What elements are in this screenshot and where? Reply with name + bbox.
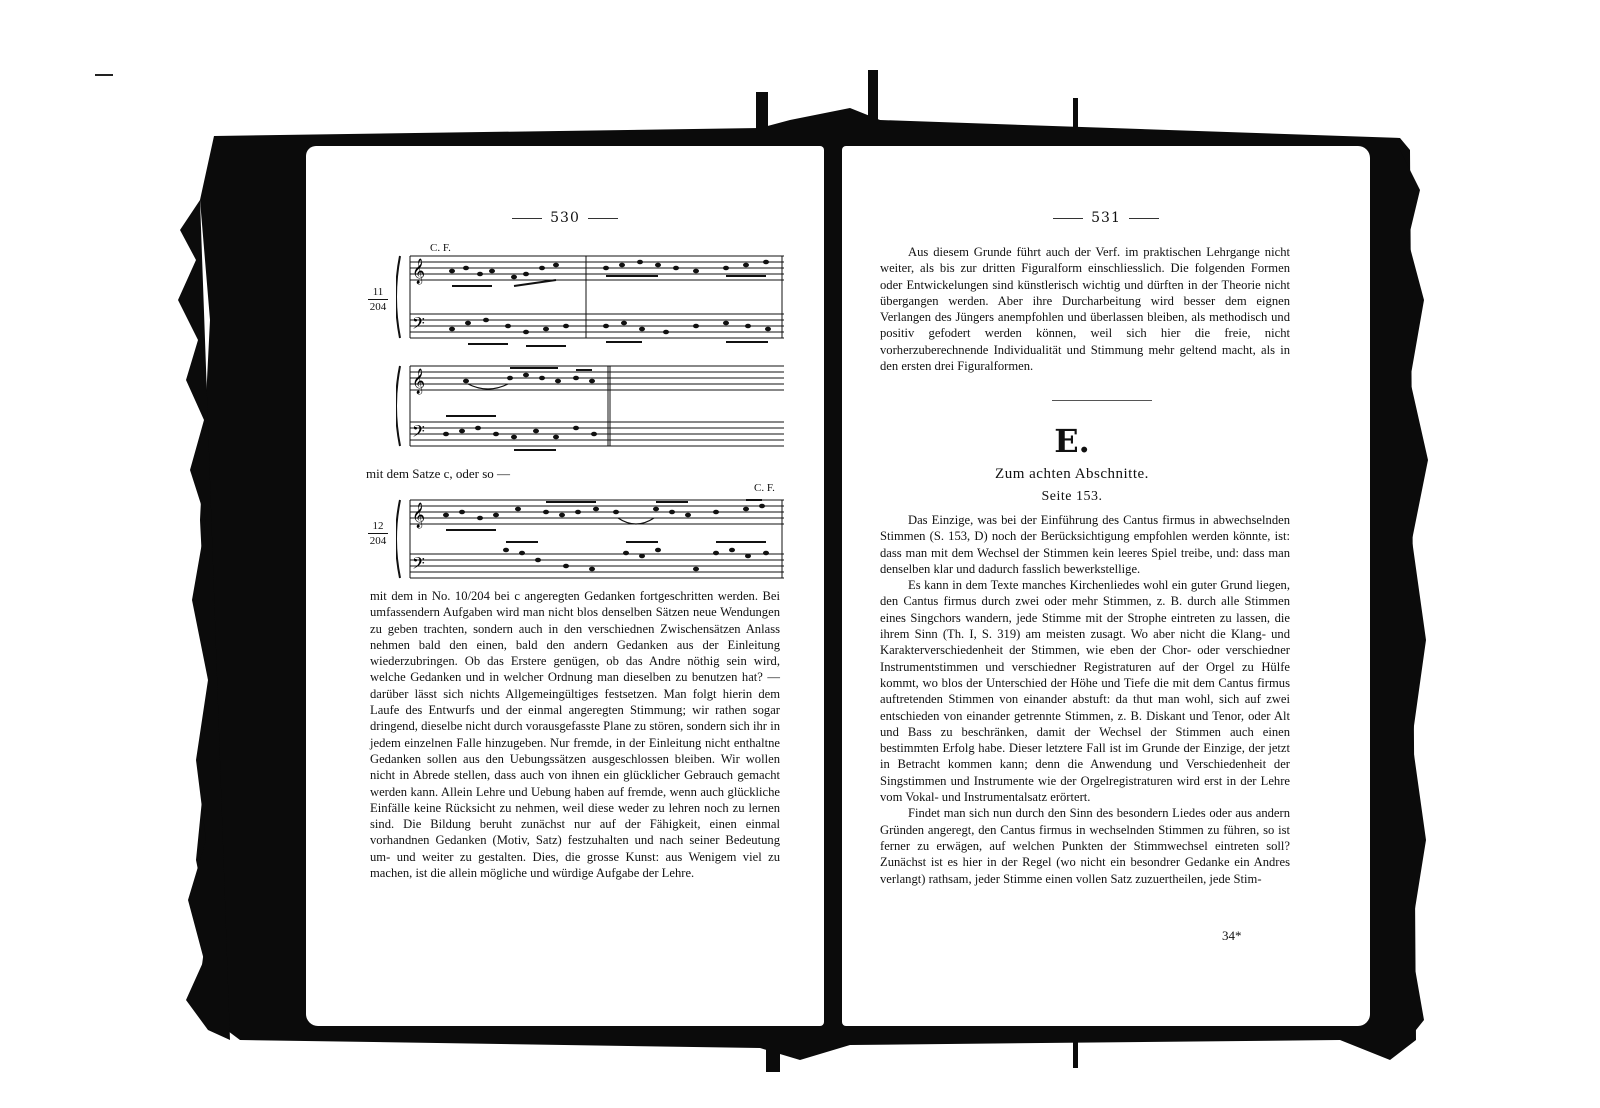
music-score-continuation — [396, 356, 786, 456]
music-score-example-12 — [396, 490, 786, 588]
section-title: Zum achten Abschnitte. — [995, 466, 1149, 482]
paragraph: Findet man sich nun durch den Sinn des besondern Liedes oder aus andern Gründen angeregt, den Cantus firmus in wechselnden Stimmen zu führen, so ist ferner zu erwägen, auf welchen Punkten der Stimmwechsel eintreten soll? Zunächst ist es hier in der Regel (wo nicht ein besondrer Gedanke ein Andres verlangt) rathsam, jeder Stimme einen vollen Satz zuzuertheilen, jede Stim- — [880, 806, 1290, 886]
cf-label-12: C. F. — [754, 482, 775, 494]
example-number-11: 11 204 — [369, 286, 387, 313]
paragraph: Aus diesem Grunde führt auch der Verf. im praktischen Lehrgange nicht weiter, als bis zur dritten Figuralform einschliesslich. Die folgenden Formen oder Entwickelungen sind künstlerisch wichtig und dürften in der Theorie nicht übergangen werden. Aber ihre Durcharbeitung wird besser dem eignen Verlangen des Jüngers anempfohlen und überlassen bleiben, als methodisch und positiv gefodert werden können, weil sich hier die freie, nicht vorherzuberechnende Individualität und Stimmung mehr geltend macht, als in den ersten drei Figuralformen. — [880, 245, 1290, 374]
svg-text:𝄢: 𝄢 — [412, 553, 425, 577]
svg-text:𝄞: 𝄞 — [412, 259, 426, 284]
caption-with-satz-c: mit dem Satze c, oder so — — [366, 466, 511, 481]
page-number-right: 531 — [842, 210, 1370, 226]
svg-text:𝄞: 𝄞 — [412, 503, 426, 528]
svg-text:𝄢: 𝄢 — [412, 421, 425, 445]
svg-text:𝄢: 𝄢 — [412, 313, 425, 337]
paragraph: Das Einzige, was bei der Einführung des Cantus firmus in abwechselnden Stimmen (S. 153, D) noch der Berücksichtigung empfohlen werden könnte, ist: dass man mit dem Wechsel der Stimmen kein leeres Spiel treibe, und: dass man denselben klar und dadurch fasslich bewerkstellige. — [880, 513, 1290, 576]
cf-label-11: C. F. — [430, 242, 451, 254]
left-page — [306, 146, 824, 1026]
signature-mark: 34* — [1222, 928, 1242, 943]
right-page-body-text — [880, 512, 1290, 887]
paragraph: Es kann in dem Texte manches Kirchenliedes wohl ein guter Grund liegen, den Cantus firmus durch zwei oder mehr Stimmen, z. B. durch alle Stimmen eines Singchors wandern, jede Stimme mit der Strophe eintreten zu lassen, die ihrem Sinn (Th. I, S. 319) am meisten zusagt. Wo aber nicht die Klang- und Karakterverschiedenheit der Stimmen, wie eben der Chor- oder verschiedner Instrumentstimmen und verschiedner Registraturen auf der Orgel zu Hülfe kommt, wo blos der Unterschied der Höhe und Tiefe die mit dem Cantus firmus auftretenden Stimmen von einander abstuft: da thut man wohl, sich auf zwei entschieden von einander getrennte Stimmen, z. B. Diskant und Tenor, oder Alt und Bass zu beschränken, damit der Wechsel der Stimmen auch einen bestimmten Erfolg habe. Dieser letztere Fall ist im Grunde der Einzige, der jetzt in Betracht kommen kann; denn die Anwendung und Verschiedenheit der Singstimmen und Instrumente wie der Orgelregistraturen wird erst in der Lehre vom Vokal- und Instrumentalsatz erörtert. — [880, 578, 1290, 805]
left-page-body-text — [370, 588, 780, 881]
example-number-12: 12 204 — [369, 520, 387, 547]
page-number-left: 530 — [306, 210, 824, 226]
svg-text:𝄞: 𝄞 — [412, 369, 426, 394]
section-letter: E. — [1054, 422, 1090, 460]
music-score-example-11 — [396, 250, 786, 350]
paragraph: mit dem in No. 10/204 bei c angeregten Gedanken fortgeschritten werden. Bei umfassendern Aufgaben wird man nicht blos denselben Sätzen neue Wendungen zu geben trachten, sondern auch in den verschiednen Zwischensätzen Anlass nehmen bald den einen, bald den andern Gedanken aus der Einleitung wiederzubringen. Ob das Erstere genügen, ob das Andre nöthig sein wird, welche Gedanken und in welcher Ordnung man dieselben zu benutzen hat? — darüber lässt sich nichts Allgemeingültiges festsetzen. Man folgt hierin dem Laufe des Entwurfs und der einmal angeregten Stimmung; wir rathen sogar dringend, dieselbe nicht durch vorausgefasste Plane zu stören, sondern sich ihr in jedem einzelnen Falle hinzugeben. Nur fremde, in der Einleitung nicht enthaltne Gedanken sollen aus den Uebungssätzen ausgeschlossen bleiben. Wir wollen nicht in Abrede stellen, dass auch von ihnen ein glücklicher Gebrauch gemacht werden kann. Allein Lehre und Uebung haben auf fremde, wenn auch glückliche Einfälle keine Rücksicht zu nehmen, weil diese weder zu lehren noch zu lernen sind. Die Bildung beruht zunächst nur auf der Fähigkeit, einen einmal vorhandnen Gedanken (Motiv, Satz) festzuhalten und nach seiner Bedeutung um- und weiter zu gestalten. Dies, die grosse Kunst: aus Wenigem viel zu machen, ist die allein mögliche und würdige Aufgabe der Lehre. — [370, 589, 780, 881]
right-page-top-text — [880, 244, 1290, 374]
right-page — [842, 146, 1370, 1026]
section-subtitle: Seite 153. — [1041, 489, 1103, 504]
section-divider — [1052, 400, 1152, 401]
